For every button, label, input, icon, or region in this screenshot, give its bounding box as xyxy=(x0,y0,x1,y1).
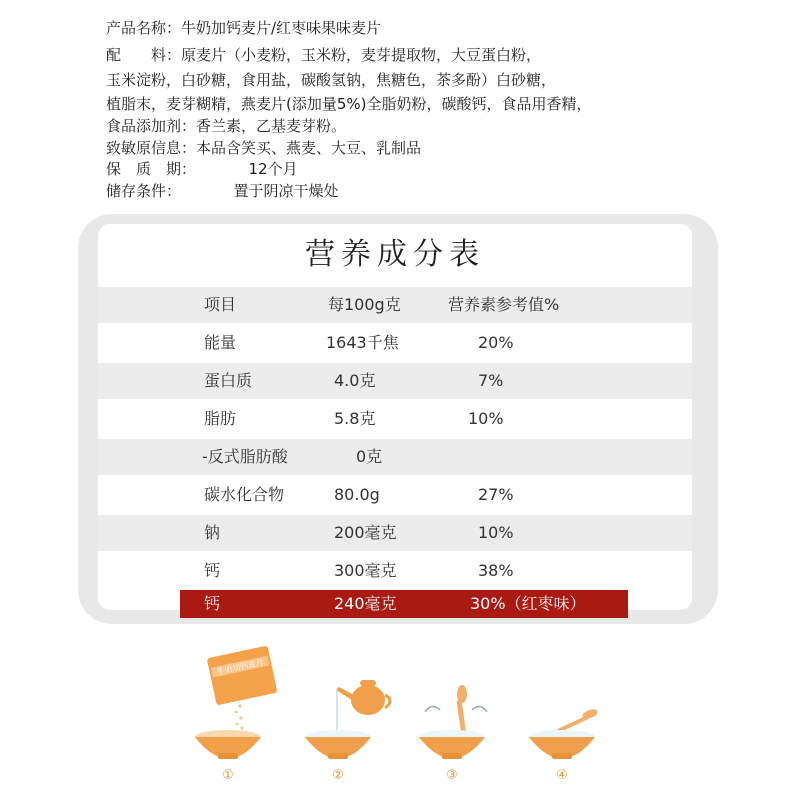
row-per100g: 80.0g xyxy=(334,485,380,504)
steps-illustration xyxy=(0,640,800,800)
row-nrv: 10% xyxy=(468,409,504,428)
ingredients-line-1: 配 料：原麦片（小麦粉，玉米粉，麦芽提取物，大豆蛋白粉， xyxy=(106,46,542,64)
additives-line: 食品添加剂：香兰素，乙基麦芽粉。 xyxy=(106,117,347,135)
spoon-icon xyxy=(557,708,599,733)
table-row xyxy=(98,477,692,513)
table-row xyxy=(98,553,692,589)
ingredients-line-3: 植脂末，麦芽糊精，燕麦片(添加量5%)全脂奶粉，碳酸钙，食品用香精， xyxy=(106,95,592,113)
row-per100g: 0克 xyxy=(356,447,383,466)
row-item: 碳水化合物 xyxy=(204,485,285,504)
table-header-row xyxy=(98,287,692,323)
nutrition-table-title: 营养成分表 xyxy=(305,237,485,272)
table-row xyxy=(98,325,692,361)
row-per100g: 5.8克 xyxy=(334,409,376,428)
step-2-illustration xyxy=(305,680,390,759)
spoon-icon xyxy=(457,685,467,736)
highlight-nrv: 30%（红枣味） xyxy=(470,594,586,613)
row-nrv: 38% xyxy=(478,561,514,580)
stir-arrow-left-icon xyxy=(425,706,440,712)
ingredients-line-2: 玉米淀粉，白砂糖，食用盐，碳酸氢钠，焦糖色，茶多酚）白砂糖， xyxy=(106,71,557,89)
row-per100g: 1643千焦 xyxy=(326,333,399,352)
row-per100g: 200毫克 xyxy=(334,523,397,542)
header-per100g: 每100g克 xyxy=(328,295,401,314)
step-number-2: ② xyxy=(332,768,344,783)
nutrition-table xyxy=(98,224,692,610)
row-item: -反式脂肪酸 xyxy=(202,447,288,466)
table-row xyxy=(98,401,692,437)
row-nrv: 20% xyxy=(478,333,514,352)
table-row xyxy=(98,439,692,475)
row-nrv: 10% xyxy=(478,523,514,542)
highlight-row xyxy=(180,590,628,618)
step-number-1: ① xyxy=(222,768,234,783)
highlight-per100g: 240毫克 xyxy=(334,594,397,613)
step-number-3: ③ xyxy=(446,768,458,783)
allergen-line: 致敏原信息：本品含笑买、燕麦、大豆、乳制品 xyxy=(106,139,422,157)
row-nrv: 7% xyxy=(478,371,504,390)
row-per100g: 4.0克 xyxy=(334,371,376,390)
preparation-steps xyxy=(0,640,800,800)
cereal-packet-icon xyxy=(207,646,278,706)
table-row xyxy=(98,363,692,399)
row-item: 蛋白质 xyxy=(204,371,253,390)
row-per100g: 300毫克 xyxy=(334,561,397,580)
header-nrv: 营养素参考值% xyxy=(448,295,560,314)
packet-label: 牛奶加钙麦片 xyxy=(215,657,265,677)
table-row xyxy=(98,515,692,551)
teapot-icon xyxy=(336,680,390,715)
highlight-item: 钙 xyxy=(204,594,221,613)
row-item: 能量 xyxy=(204,333,237,352)
stir-arrow-right-icon xyxy=(472,706,487,712)
row-item: 钙 xyxy=(204,561,221,580)
row-item: 钠 xyxy=(204,523,221,542)
pouring-cereal-icon xyxy=(235,704,244,734)
product-name-line: 产品名称：牛奶加钙麦片/红枣味果味麦片 xyxy=(106,19,382,37)
step-1-illustration xyxy=(195,646,277,759)
step-4-illustration xyxy=(529,708,599,759)
step-3-illustration xyxy=(419,685,487,759)
storage-line: 储存条件： 置于阴凉干燥处 xyxy=(106,182,339,200)
shelf-life-line: 保 质 期： 12个月 xyxy=(106,160,298,178)
step-number-4: ④ xyxy=(556,768,568,783)
row-nrv: 27% xyxy=(478,485,514,504)
header-item: 项目 xyxy=(204,295,237,314)
row-item: 脂肪 xyxy=(204,409,237,428)
